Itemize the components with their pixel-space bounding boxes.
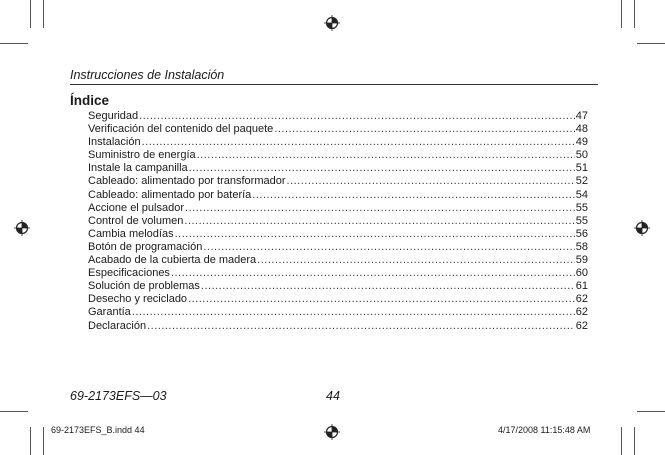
- toc-leader-dots: [188, 293, 575, 306]
- crop-mark-tl-v2: [30, 0, 31, 28]
- crop-mark-br-h: [637, 411, 665, 412]
- crop-mark-br-v2: [634, 427, 635, 455]
- toc-entry-label: Declaración: [88, 319, 147, 332]
- toc-entry-label: Control de volumen: [88, 214, 184, 227]
- toc-leader-dots: [132, 306, 575, 319]
- toc-entry[interactable]: [88, 215, 588, 228]
- table-of-contents: [88, 110, 588, 333]
- toc-entry[interactable]: [88, 267, 588, 280]
- toc-leader-dots: [175, 228, 575, 241]
- slug-timestamp: 4/17/2008 11:15:48 AM: [498, 425, 591, 435]
- crop-mark-br-v: [621, 427, 622, 455]
- toc-entry-label: Botón de programación: [88, 240, 203, 253]
- toc-entry-page: 47: [575, 110, 588, 122]
- registration-mark-icon: [14, 220, 30, 236]
- toc-entry-page: 58: [575, 240, 588, 253]
- toc-leader-dots: [274, 123, 574, 136]
- toc-entry[interactable]: [88, 189, 588, 202]
- toc-title: Índice: [70, 93, 110, 108]
- toc-leader-dots: [147, 320, 575, 333]
- toc-entry[interactable]: [88, 306, 588, 319]
- toc-entry[interactable]: [88, 293, 588, 306]
- crop-mark-bl-v: [43, 427, 44, 455]
- toc-leader-dots: [142, 136, 575, 149]
- toc-entry[interactable]: [88, 254, 588, 267]
- toc-entry-page: 55: [575, 201, 588, 214]
- toc-entry-label: Cambia melodías: [88, 227, 174, 240]
- toc-entry[interactable]: [88, 175, 588, 188]
- toc-leader-dots: [189, 162, 575, 175]
- toc-entry-page: 50: [575, 149, 588, 162]
- toc-leader-dots: [252, 189, 574, 202]
- toc-entry-label: Especificaciones: [88, 267, 170, 280]
- toc-leader-dots: [197, 149, 575, 162]
- crop-mark-tl-h: [0, 43, 28, 44]
- toc-entry-label: Acabado de la cubierta de madera: [88, 254, 257, 267]
- toc-entry-label: Cableado: alimentado por transformador: [88, 175, 286, 188]
- registration-mark-icon: [324, 15, 340, 31]
- toc-entry-page: 52: [575, 175, 588, 188]
- toc-entry-label: Cableado: alimentado por batería: [88, 188, 252, 201]
- toc-entry[interactable]: [88, 162, 588, 175]
- toc-entry-label: Desecho y reciclado: [88, 293, 188, 306]
- toc-entry-label: Seguridad: [88, 110, 139, 122]
- toc-entry-label: Suministro de energía: [88, 149, 196, 162]
- toc-leader-dots: [171, 267, 575, 280]
- toc-entry-page: 62: [575, 319, 588, 332]
- toc-entry-label: Verificación del contenido del paquete: [88, 123, 274, 136]
- toc-entry-page: 49: [575, 136, 588, 149]
- toc-entry-page: 48: [575, 123, 588, 136]
- toc-entry[interactable]: [88, 228, 588, 241]
- toc-entry-page: 60: [575, 267, 588, 280]
- toc-leader-dots: [257, 254, 575, 267]
- toc-entry[interactable]: [88, 280, 588, 293]
- toc-entry-page: 55: [575, 214, 588, 227]
- toc-entry[interactable]: [88, 202, 588, 215]
- slug-file-name: 69-2173EFS_B.indd 44: [51, 425, 145, 435]
- registration-mark-icon: [324, 424, 340, 440]
- toc-entry-page: 51: [575, 162, 588, 175]
- toc-entry[interactable]: [88, 320, 588, 333]
- toc-leader-dots: [184, 215, 574, 228]
- toc-entry[interactable]: [88, 136, 588, 149]
- registration-mark-icon: [634, 220, 650, 236]
- toc-entry[interactable]: [88, 123, 588, 136]
- crop-mark-bl-h: [0, 411, 28, 412]
- toc-leader-dots: [287, 175, 575, 188]
- toc-entry[interactable]: [88, 149, 588, 162]
- toc-entry-page: 59: [575, 254, 588, 267]
- crop-mark-tr-v: [621, 0, 622, 28]
- toc-entry-page: 61: [575, 280, 588, 293]
- document-number: 69-2173EFS—03: [70, 389, 167, 403]
- toc-entry-page: 56: [575, 227, 588, 240]
- running-header: Instrucciones de Instalación: [70, 68, 598, 85]
- toc-leader-dots: [185, 202, 575, 215]
- toc-entry-page: 54: [575, 188, 588, 201]
- crop-mark-bl-v2: [30, 427, 31, 455]
- toc-leader-dots: [203, 241, 574, 254]
- toc-entry-page: 62: [575, 293, 588, 306]
- toc-entry-label: Accione el pulsador: [88, 201, 185, 214]
- toc-leader-dots: [201, 280, 575, 293]
- toc-entry[interactable]: [88, 110, 588, 123]
- toc-leader-dots: [139, 110, 575, 123]
- toc-entry-label: Instale la campanilla: [88, 162, 188, 175]
- toc-entry-page: 62: [575, 306, 588, 319]
- toc-entry-label: Solución de problemas: [88, 280, 200, 293]
- toc-entry[interactable]: [88, 241, 588, 254]
- page-number: 44: [326, 389, 340, 403]
- crop-mark-tr-v2: [634, 0, 635, 28]
- toc-entry-label: Instalación: [88, 136, 141, 149]
- crop-mark-tr-h: [637, 43, 665, 44]
- crop-mark-tl-v: [43, 0, 44, 28]
- toc-entry-label: Garantía: [88, 306, 131, 319]
